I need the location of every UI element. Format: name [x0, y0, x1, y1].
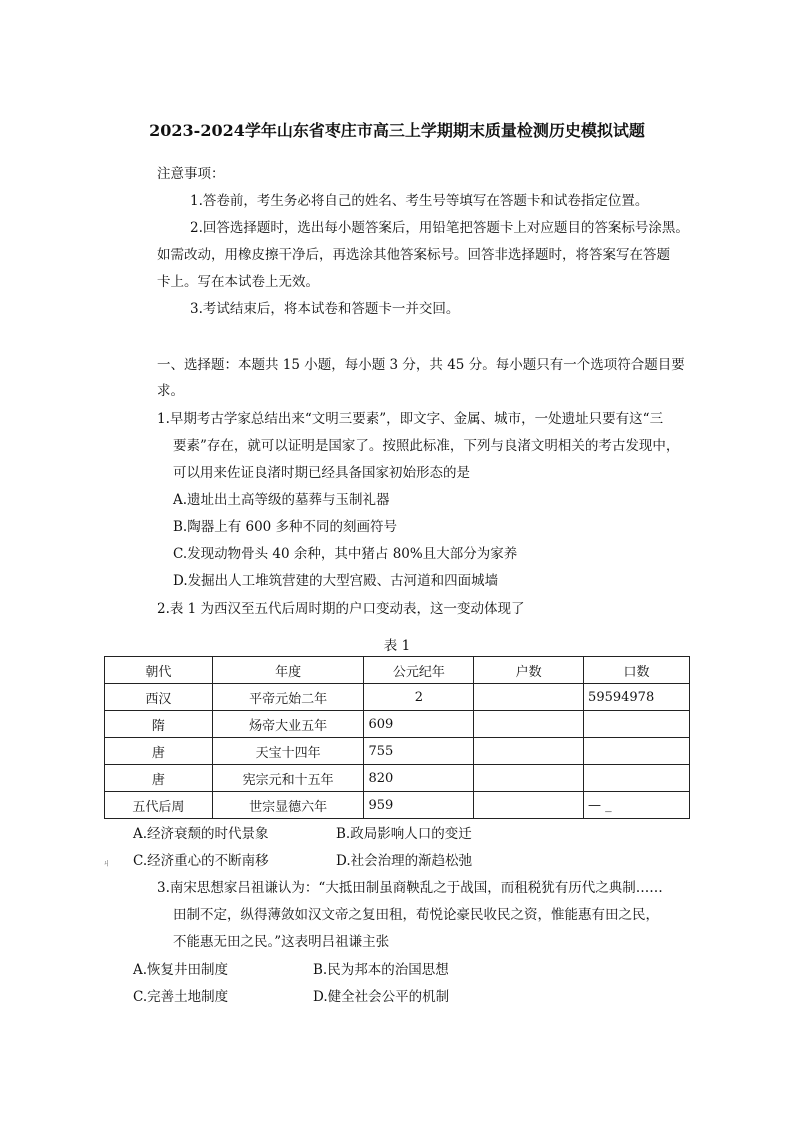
question-3-option-a: A.恢复井田制度: [133, 962, 229, 978]
question-1-option-c: C.发现动物骨头 40 余种，其中猪占 80%且大部分为家养: [173, 546, 518, 562]
question-1-option-b: B.陶器上有 600 多种不同的刻画符号: [173, 519, 398, 535]
cell-reign-year: 宪宗元和十五年: [212, 765, 364, 792]
notice-item-3: 3.考试结束后，将本试卷和答题卡一并交回。: [190, 301, 460, 317]
question-3-option-c: C.完善土地制度: [133, 989, 229, 1005]
cell-population: [584, 711, 690, 738]
question-2-option-d: D.社会治理的渐趋松弛: [336, 853, 473, 869]
table-row: [105, 738, 690, 765]
cell-ad-year: 820: [364, 765, 474, 792]
question-1-stem-line-3: 可以用来佐证良渚时期已经具备国家初始形态的是: [173, 465, 470, 481]
cell-ad-year: 755: [364, 738, 474, 765]
cell-reign-year: 天宝十四年: [212, 738, 364, 765]
cell-population: [584, 765, 690, 792]
notice-item-2-line-1: 2.回答选择题时，选出每小题答案后，用铅笔把答题卡上对应题目的答案标号涂黑。: [190, 220, 689, 236]
header-dynasty: 朝代: [105, 657, 213, 684]
question-3-stem-line-3: 不能惠无田之民。”这表明吕祖谦主张: [173, 934, 390, 950]
cell-dynasty: 隋: [105, 711, 213, 738]
question-3-option-b: B.民为邦本的治国思想: [313, 962, 449, 978]
table-row: [105, 711, 690, 738]
cell-dynasty: 五代后周: [105, 792, 213, 819]
header-reign-year: 年度: [212, 657, 364, 684]
cell-population: — _: [584, 792, 690, 819]
cell-ad-year: 959: [364, 792, 474, 819]
question-2-stem: 2.表 1 为西汉至五代后周时期的户口变动表，这一变动体现了: [157, 601, 525, 617]
question-2-option-a: A.经济衰颓的时代景象: [133, 826, 269, 842]
question-3-stem-line-1: 3.南宋思想家吕祖谦认为：“大抵田制虽商鞅乱之于战国，而租税犹有历代之典制……: [157, 880, 663, 896]
section-1-instruction-line-1: 一、选择题：本题共 15 小题，每小题 3 分，共 45 分。每小题只有一个选项符合题目要: [157, 357, 685, 373]
table-row: [105, 684, 690, 711]
table-row: [105, 765, 690, 792]
question-3-stem-line-2: 田制不定，纵得薄敛如汉文帝之复田租，荀悦论豪民收民之资，惟能惠有田之民，: [173, 907, 659, 923]
cell-households: [474, 684, 584, 711]
population-table: [104, 656, 690, 819]
exam-title: 2023-2024学年山东省枣庄市高三上学期期末质量检测历史模拟试题: [149, 121, 645, 140]
section-1-instruction-line-2: 求。: [157, 383, 184, 399]
header-households: 户数: [474, 657, 584, 684]
table-header-row: [105, 657, 690, 684]
question-1-stem-line-1: 1.早期考古学家总结出来“文明三要素”，即文字、金属、城市，一处遗址只要有这“三: [157, 411, 664, 427]
question-1-stem-line-2: 要素”存在，就可以证明是国家了。按照此标准，下列与良渚文明相关的考古发现中，: [173, 438, 680, 454]
cell-population: [584, 738, 690, 765]
question-2-option-b: B.政局影响人口的变迁: [336, 826, 472, 842]
header-ad-year: 公元纪年: [364, 657, 474, 684]
cell-dynasty: 唐: [105, 765, 213, 792]
notice-item-2-line-2: 如需改动，用橡皮擦干净后，再选涂其他答案标号。回答非选择题时，将答案写在答题: [157, 247, 670, 263]
margin-mark: ㄐ: [102, 859, 112, 869]
cell-ad-year: 2: [364, 684, 474, 711]
question-3-option-d: D.健全社会公平的机制: [313, 989, 450, 1005]
cell-households: [474, 711, 584, 738]
question-1-option-d: D.发掘出人工堆筑营建的大型宫殿、古河道和四面城墙: [173, 573, 499, 589]
cell-ad-year: 609: [364, 711, 474, 738]
cell-population: 59594978: [584, 684, 690, 711]
cell-reign-year: 炀帝大业五年: [212, 711, 364, 738]
question-2-option-c: C.经济重心的不断南移: [133, 853, 269, 869]
question-1-option-a: A.遗址出土高等级的墓葬与玉制礼器: [173, 492, 390, 508]
notice-item-1: 1.答卷前，考生务必将自己的姓名、考生号等填写在答题卡和试卷指定位置。: [190, 193, 649, 209]
table-1-caption: 表 1: [383, 638, 411, 654]
cell-households: [474, 738, 584, 765]
cell-reign-year: 世宗显德六年: [212, 792, 364, 819]
notice-item-2-line-3: 卡上。写在本试卷上无效。: [157, 274, 319, 290]
notice-heading: 注意事项：: [157, 166, 225, 182]
cell-households: [474, 765, 584, 792]
table-row: [105, 792, 690, 819]
cell-households: [474, 792, 584, 819]
header-population: 口数: [584, 657, 690, 684]
cell-dynasty: 唐: [105, 738, 213, 765]
cell-reign-year: 平帝元始二年: [212, 684, 364, 711]
cell-dynasty: 西汉: [105, 684, 213, 711]
